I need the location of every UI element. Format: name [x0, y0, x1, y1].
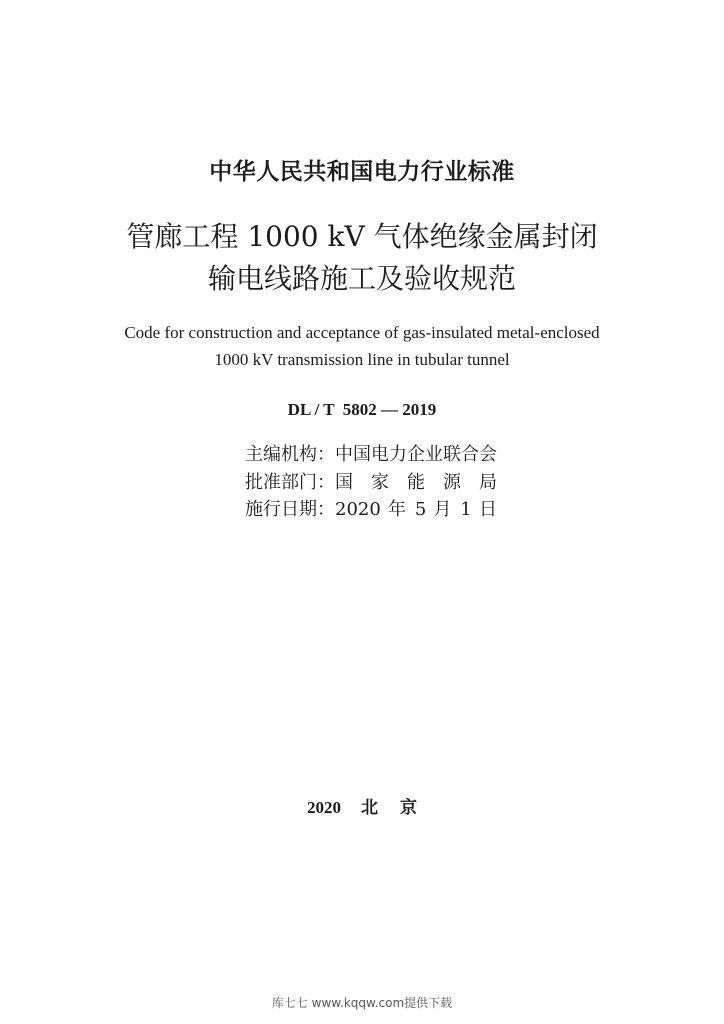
- title-cn-line-1: 管廊工程 1000 kV 气体绝缘金属封闭: [126, 220, 598, 253]
- title-cn-line-2: 输电线路施工及验收规范: [207, 262, 516, 295]
- imprint-year: 2020: [307, 798, 341, 817]
- download-watermark: 库七七 www.kqqw.com提供下载: [271, 996, 453, 1010]
- meta-label: 批准部门：: [245, 471, 335, 493]
- publication-info: [245, 441, 505, 524]
- meta-row-effective-date: [245, 496, 505, 524]
- imprint: [0, 797, 724, 819]
- standard-category: 中华人民共和国电力行业标准: [209, 159, 515, 185]
- meta-value: 2020 年 5 月 1 日: [335, 499, 497, 520]
- title-en-line-2: 1000 kV transmission line in tubular tunnel: [214, 350, 510, 369]
- meta-value: 国家能源局: [335, 471, 497, 493]
- meta-label: 施行日期：: [245, 499, 335, 520]
- imprint-city: 北京: [361, 798, 439, 818]
- standard-number: DL / T 5802 — 2019: [287, 400, 437, 419]
- meta-row-approver: [245, 469, 505, 497]
- meta-label: 主编机构：: [245, 444, 335, 465]
- meta-value: 中国电力企业联合会: [335, 444, 497, 465]
- title-en-line-1: Code for construction and acceptance of gas-insulated metal-enclosed: [124, 323, 600, 342]
- meta-row-editor: [245, 441, 505, 469]
